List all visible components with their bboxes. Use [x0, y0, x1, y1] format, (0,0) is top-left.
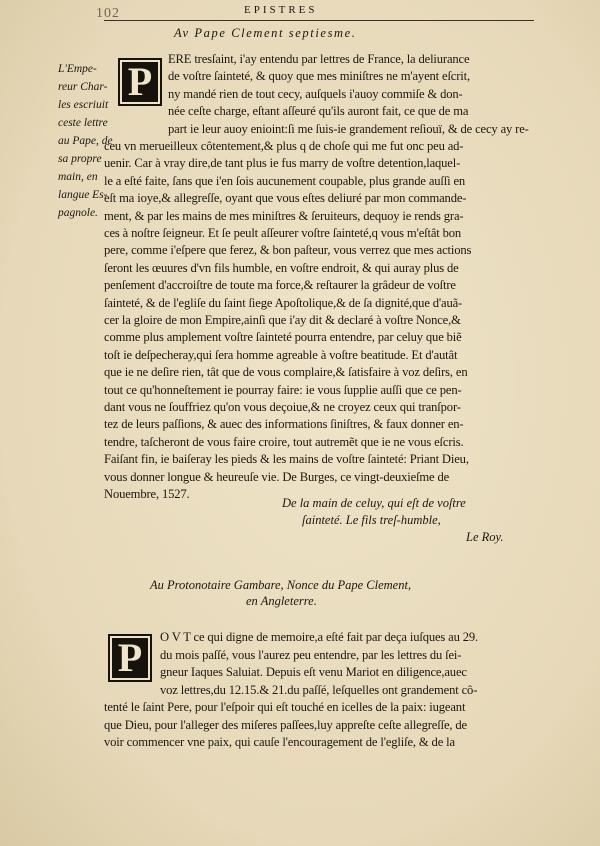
running-head: EPISTRES — [244, 4, 318, 16]
letter-2-title: Au Protonotaire Gambare, Nonce du Pape Clement, — [150, 578, 412, 592]
text-line: Faiſant fin, ie baiſeray les pieds & les mains de voſtre ſainteté: Priant Dieu, — [104, 452, 469, 467]
text-line: ny mandé rien de tout cecy, auſquels i'auoy commiſe & don- — [168, 86, 463, 101]
text-line: née ceſte charge, eſtant aſſeuré qu'ils auront fait, ce que de ma — [168, 104, 469, 119]
margin-note-line: pagnole. — [58, 207, 98, 219]
text-line: le a eſté faite, ſans que i'en ſois aucunement coupable, plus grande auſſi en — [104, 173, 466, 188]
text-line: du mois paſſé, vous l'aurez peu entendre, par les lettres du ſei- — [160, 647, 462, 662]
page-number: 102 — [96, 6, 120, 21]
margin-note-line: reur Char- — [58, 81, 108, 93]
margin-note-line: langue Es- — [58, 189, 108, 201]
decorated-initial: P — [118, 58, 162, 106]
letter-1-title: Av Pape Clement septiesme. — [174, 26, 357, 40]
text-line: uenir. Car à vray dire,de tant plus ie fus marry de voſtre detention,laquel- — [104, 156, 461, 171]
text-line: pere, comme i'eſpere que ferez, & bon paſteur, vous verrez que mes actions — [104, 243, 472, 258]
signoff-line: De la main de celuy, qui eſt de voſtre — [282, 496, 466, 510]
margin-note-line: L'Empe- — [58, 63, 97, 75]
text-line: tenté le ſaint Pere, pour l'eſpoir qui eſt touché en icelles de la paix: iugeant — [104, 700, 466, 714]
margin-note-line: ceste lettre — [58, 117, 108, 129]
text-line: cer la gloire de mon Empire,ainſi que i'ay dit & declaré à voſtre Nonce,& — [104, 313, 461, 327]
text-line: O V T ce qui digne de memoire,a eſté fait par deça iuſques au 29. — [160, 630, 479, 644]
text-line: tendre, taſcheront de vous faire croire, tout autremẽt que ie ne vous eſcris. — [104, 434, 464, 449]
margin-note-line: au Pape, de — [58, 135, 113, 147]
text-line: que Dieu, pour l'alleger des miſeres paſſees,luy appreſte ceſte allegreſſe, de — [104, 717, 467, 732]
text-line: comme plus amplement voſtre ſainteté pourra entendre, par celuy que biẽ — [104, 330, 462, 345]
text-line: ſeront les œuures d'vn fils humble, en voſtre endroit, & qui auray plus de — [104, 260, 459, 275]
text-line: ERE tresſaint, i'ay entendu par lettres de France, la deliurance — [168, 52, 470, 66]
text-line: que ie ne deſire rien, tât que de vous complaire,& ſatisfaire à voz deſirs, en — [104, 365, 468, 380]
text-line: tout ce qu'honneſtement ie pourray faire: ie vous ſupplie auſſi que ce pen- — [104, 382, 462, 397]
text-line: gneur Iaques Saluiat. Depuis eſt venu Mariot en diligence,auec — [160, 665, 467, 679]
text-line: toſt ie deſpecheray,qui ſera homme agreable à voſtre beatitude. Et d'autât — [104, 347, 458, 362]
text-line: Nouembre, 1527. — [104, 487, 190, 501]
text-line: voz lettres,du 12.15.& 21.du paſſé, leſquelles ont grandement cô- — [160, 682, 478, 697]
text-line: ſainteté, & de l'egliſe du ſaint ſiege Apoſtolique,& de ſa dignité,que d'auã- — [104, 295, 463, 310]
margin-note — [58, 60, 113, 222]
margin-note-line: main, en — [58, 171, 98, 183]
header-rule — [104, 20, 534, 21]
margin-note-line: les escriuit — [58, 99, 109, 111]
margin-note-line: sa propre — [58, 153, 102, 165]
text-line: penſement d'accroiſtre de toute ma force,& reſtaurer la grâdeur de voſtre — [104, 278, 456, 293]
letter-2-title-line-2: en Angleterre. — [246, 594, 317, 608]
text-line: ces à noſtre ſeigneur. Et ſe peult aſſeurer voſtre ſainteté,q vous m'eſtât bon — [104, 226, 462, 240]
text-line: tez de leurs paſſions, & auec des informations ſiniſtres, & faux donner en- — [104, 417, 464, 432]
text-line: voir commencer vne paix, qui cauſe l'encouragement de l'egliſe, & de la — [104, 735, 455, 749]
text-line: ceu vn merueilleux côtentement,& plus q de choſe qui me fut onc peu ad- — [104, 139, 464, 153]
text-line: ment, & par les mains de mes miniſtres & ſeruiteurs, dequoy ie rends gra- — [104, 208, 464, 223]
text-line: eſt ma ioye,& allegreſſe, oyant que vous eſtes deliuré par mon commande- — [104, 191, 467, 206]
decorated-initial: P — [108, 634, 152, 682]
text-line: part ie leur auoy enioint:ſi me ſuis-ie grandement reſiouï, & de cecy ay re- — [168, 121, 529, 136]
signature: Le Roy. — [466, 530, 504, 544]
signoff-line: ſainteté. Le fils treſ-humble, — [302, 513, 441, 527]
text-line: de voſtre ſainteté, & quoy que mes miniſtres ne m'ayent eſcrit, — [168, 69, 470, 84]
text-line: dant vous ne ſouffriez qu'on vous deçoiue,& ne croyez ceux qui tranſpor- — [104, 400, 461, 414]
text-line: vous donner longue & heureuſe vie. De Burges, ce vingt-deuxieſme de — [104, 469, 450, 484]
